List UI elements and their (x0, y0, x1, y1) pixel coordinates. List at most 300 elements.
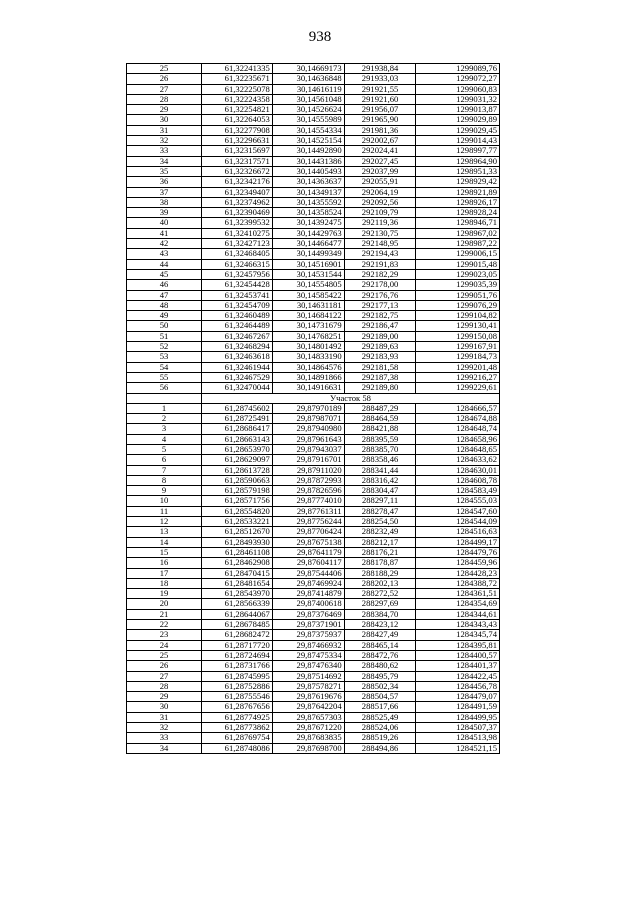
point-number-cell: 7 (127, 465, 202, 475)
y-coordinate-cell: 1284583,49 (416, 486, 500, 496)
latitude-cell: 61,28752886 (202, 681, 273, 691)
y-coordinate-cell: 1299229,61 (416, 383, 500, 393)
table-row (127, 125, 500, 135)
latitude-cell: 61,28481654 (202, 578, 273, 588)
y-coordinate-cell: 1284544,09 (416, 517, 500, 527)
point-number-cell: 33 (127, 146, 202, 156)
longitude-cell: 29,87774010 (272, 496, 344, 506)
y-coordinate-cell: 1299072,27 (416, 74, 500, 84)
point-number-cell: 30 (127, 702, 202, 712)
x-coordinate-cell: 292189,80 (344, 383, 416, 393)
y-coordinate-cell: 1284516,63 (416, 527, 500, 537)
x-coordinate-cell: 288316,42 (344, 475, 416, 485)
table-row (127, 269, 500, 279)
longitude-cell: 30,14355592 (272, 197, 344, 207)
point-number-cell: 29 (127, 692, 202, 702)
latitude-cell: 61,28663143 (202, 434, 273, 444)
point-number-cell: 56 (127, 383, 202, 393)
latitude-cell: 61,32457956 (202, 269, 273, 279)
table-row (127, 568, 500, 578)
y-coordinate-cell: 1284395,81 (416, 640, 500, 650)
table-row (127, 187, 500, 197)
longitude-cell: 29,87970189 (272, 403, 344, 413)
table-row (127, 578, 500, 588)
latitude-cell: 61,32454709 (202, 300, 273, 310)
point-number-cell: 5 (127, 444, 202, 454)
x-coordinate-cell: 292181,58 (344, 362, 416, 372)
latitude-cell: 61,32235671 (202, 74, 273, 84)
table-row (127, 712, 500, 722)
point-number-cell: 32 (127, 723, 202, 733)
longitude-cell: 29,87872993 (272, 475, 344, 485)
longitude-cell: 29,87642204 (272, 702, 344, 712)
y-coordinate-cell: 1284648,74 (416, 424, 500, 434)
point-number-cell: 35 (127, 166, 202, 176)
x-coordinate-cell: 292176,76 (344, 290, 416, 300)
point-number-cell: 27 (127, 84, 202, 94)
latitude-cell: 61,32317571 (202, 156, 273, 166)
latitude-cell: 61,28769754 (202, 733, 273, 743)
latitude-cell: 61,32342176 (202, 177, 273, 187)
y-coordinate-cell: 1284547,60 (416, 506, 500, 516)
x-coordinate-cell: 292194,43 (344, 249, 416, 259)
latitude-cell: 61,32296631 (202, 136, 273, 146)
x-coordinate-cell: 292182,75 (344, 311, 416, 321)
longitude-cell: 29,87604117 (272, 558, 344, 568)
longitude-cell: 30,14631181 (272, 300, 344, 310)
x-coordinate-cell: 288202,13 (344, 578, 416, 588)
point-number-cell: 2 (127, 414, 202, 424)
point-number-cell: 29 (127, 105, 202, 115)
longitude-cell: 29,87476340 (272, 661, 344, 671)
point-number-cell: 42 (127, 239, 202, 249)
y-coordinate-cell: 1284422,45 (416, 671, 500, 681)
table-row (127, 218, 500, 228)
table-row (127, 444, 500, 454)
x-coordinate-cell: 292189,00 (344, 331, 416, 341)
x-coordinate-cell: 291981,36 (344, 125, 416, 135)
y-coordinate-cell: 1284456,78 (416, 681, 500, 691)
y-coordinate-cell: 1299076,29 (416, 300, 500, 310)
x-coordinate-cell: 288341,44 (344, 465, 416, 475)
point-number-cell: 28 (127, 94, 202, 104)
longitude-cell: 30,14358524 (272, 208, 344, 218)
section-title-empty-cell (127, 393, 202, 403)
y-coordinate-cell: 1298921,89 (416, 187, 500, 197)
latitude-cell: 61,32225078 (202, 84, 273, 94)
longitude-cell: 29,87911020 (272, 465, 344, 475)
longitude-cell: 30,14516901 (272, 259, 344, 269)
table-row (127, 434, 500, 444)
table-row (127, 290, 500, 300)
longitude-cell: 30,14864576 (272, 362, 344, 372)
y-coordinate-cell: 1284521,15 (416, 743, 500, 753)
table-row (127, 352, 500, 362)
longitude-cell: 29,87671220 (272, 723, 344, 733)
point-number-cell: 30 (127, 115, 202, 125)
y-coordinate-cell: 1284499,17 (416, 537, 500, 547)
point-number-cell: 34 (127, 156, 202, 166)
point-number-cell: 37 (127, 187, 202, 197)
x-coordinate-cell: 288502,34 (344, 681, 416, 691)
table-row (127, 156, 500, 166)
x-coordinate-cell: 288480,62 (344, 661, 416, 671)
coordinates-table (126, 63, 500, 754)
point-number-cell: 38 (127, 197, 202, 207)
x-coordinate-cell: 288232,49 (344, 527, 416, 537)
latitude-cell: 61,28731766 (202, 661, 273, 671)
x-coordinate-cell: 288178,87 (344, 558, 416, 568)
x-coordinate-cell: 291933,03 (344, 74, 416, 84)
y-coordinate-cell: 1284499,95 (416, 712, 500, 722)
x-coordinate-cell: 292109,79 (344, 208, 416, 218)
latitude-cell: 61,28767656 (202, 702, 273, 712)
y-coordinate-cell: 1298997,77 (416, 146, 500, 156)
y-coordinate-cell: 1299130,41 (416, 321, 500, 331)
table-row (127, 424, 500, 434)
longitude-cell: 30,14561048 (272, 94, 344, 104)
latitude-cell: 61,32254821 (202, 105, 273, 115)
point-number-cell: 11 (127, 506, 202, 516)
longitude-cell: 29,87916701 (272, 455, 344, 465)
point-number-cell: 36 (127, 177, 202, 187)
table-row (127, 506, 500, 516)
y-coordinate-cell: 1299167,91 (416, 342, 500, 352)
x-coordinate-cell: 288504,57 (344, 692, 416, 702)
x-coordinate-cell: 292183,93 (344, 352, 416, 362)
x-coordinate-cell: 291921,55 (344, 84, 416, 94)
point-number-cell: 43 (127, 249, 202, 259)
point-number-cell: 21 (127, 609, 202, 619)
x-coordinate-cell: 292002,67 (344, 136, 416, 146)
section-title: Участок 58 (202, 393, 500, 403)
point-number-cell: 31 (127, 125, 202, 135)
y-coordinate-cell: 1298964,90 (416, 156, 500, 166)
latitude-cell: 61,28533221 (202, 517, 273, 527)
point-number-cell: 51 (127, 331, 202, 341)
x-coordinate-cell: 292189,63 (344, 342, 416, 352)
table-row (127, 115, 500, 125)
table-row (127, 517, 500, 527)
table-row (127, 558, 500, 568)
table-row (127, 496, 500, 506)
table-row (127, 661, 500, 671)
latitude-cell: 61,32374962 (202, 197, 273, 207)
x-coordinate-cell: 288395,59 (344, 434, 416, 444)
longitude-cell: 29,87683835 (272, 733, 344, 743)
point-number-cell: 22 (127, 620, 202, 630)
x-coordinate-cell: 288212,17 (344, 537, 416, 547)
latitude-cell: 61,28571756 (202, 496, 273, 506)
longitude-cell: 30,14768251 (272, 331, 344, 341)
longitude-cell: 30,14731679 (272, 321, 344, 331)
table-row (127, 465, 500, 475)
point-number-cell: 6 (127, 455, 202, 465)
y-coordinate-cell: 1284513,98 (416, 733, 500, 743)
x-coordinate-cell: 288188,29 (344, 568, 416, 578)
latitude-cell: 61,28724694 (202, 650, 273, 660)
point-number-cell: 32 (127, 136, 202, 146)
latitude-cell: 61,32461944 (202, 362, 273, 372)
latitude-cell: 61,28543970 (202, 589, 273, 599)
table-section-part1 (127, 64, 500, 394)
x-coordinate-cell: 292177,13 (344, 300, 416, 310)
longitude-cell: 29,87987071 (272, 414, 344, 424)
x-coordinate-cell: 292064,19 (344, 187, 416, 197)
longitude-cell: 29,87675138 (272, 537, 344, 547)
latitude-cell: 61,32410275 (202, 228, 273, 238)
point-number-cell: 4 (127, 434, 202, 444)
point-number-cell: 47 (127, 290, 202, 300)
x-coordinate-cell: 291956,07 (344, 105, 416, 115)
point-number-cell: 46 (127, 280, 202, 290)
point-number-cell: 24 (127, 640, 202, 650)
table-row (127, 136, 500, 146)
point-number-cell: 26 (127, 74, 202, 84)
latitude-cell: 61,32453741 (202, 290, 273, 300)
y-coordinate-cell: 1299201,48 (416, 362, 500, 372)
longitude-cell: 29,87375937 (272, 630, 344, 640)
table-row (127, 74, 500, 84)
table-row (127, 609, 500, 619)
y-coordinate-cell: 1299150,08 (416, 331, 500, 341)
table-row (127, 197, 500, 207)
x-coordinate-cell: 292130,75 (344, 228, 416, 238)
table-row (127, 743, 500, 753)
y-coordinate-cell: 1284674,88 (416, 414, 500, 424)
y-coordinate-cell: 1298987,22 (416, 239, 500, 249)
longitude-cell: 29,87578271 (272, 681, 344, 691)
y-coordinate-cell: 1299006,15 (416, 249, 500, 259)
table-row (127, 681, 500, 691)
longitude-cell: 29,87376469 (272, 609, 344, 619)
table-row (127, 589, 500, 599)
point-number-cell: 14 (127, 537, 202, 547)
x-coordinate-cell: 288278,47 (344, 506, 416, 516)
latitude-cell: 61,32460489 (202, 311, 273, 321)
point-number-cell: 15 (127, 547, 202, 557)
x-coordinate-cell: 288525,49 (344, 712, 416, 722)
point-number-cell: 53 (127, 352, 202, 362)
y-coordinate-cell: 1299029,89 (416, 115, 500, 125)
point-number-cell: 33 (127, 733, 202, 743)
latitude-cell: 61,28461108 (202, 547, 273, 557)
longitude-cell: 29,87466932 (272, 640, 344, 650)
longitude-cell: 29,87657303 (272, 712, 344, 722)
latitude-cell: 61,32467267 (202, 331, 273, 341)
longitude-cell: 30,14431386 (272, 156, 344, 166)
table-row (127, 342, 500, 352)
table-row (127, 94, 500, 104)
table-row (127, 321, 500, 331)
y-coordinate-cell: 1284345,74 (416, 630, 500, 640)
x-coordinate-cell: 288472,76 (344, 650, 416, 660)
latitude-cell: 61,32454428 (202, 280, 273, 290)
latitude-cell: 61,32463618 (202, 352, 273, 362)
longitude-cell: 30,14392475 (272, 218, 344, 228)
longitude-cell: 30,14555989 (272, 115, 344, 125)
table-row (127, 64, 500, 74)
page-number: 938 (308, 29, 332, 45)
y-coordinate-cell: 1299216,27 (416, 372, 500, 382)
longitude-cell: 30,14616119 (272, 84, 344, 94)
longitude-cell: 30,14525154 (272, 136, 344, 146)
point-number-cell: 54 (127, 362, 202, 372)
table-row (127, 733, 500, 743)
x-coordinate-cell: 288494,86 (344, 743, 416, 753)
point-number-cell: 10 (127, 496, 202, 506)
x-coordinate-cell: 292191,83 (344, 259, 416, 269)
table-row (127, 537, 500, 547)
y-coordinate-cell: 1284630,01 (416, 465, 500, 475)
longitude-cell: 29,87756244 (272, 517, 344, 527)
x-coordinate-cell: 288465,14 (344, 640, 416, 650)
x-coordinate-cell: 288304,47 (344, 486, 416, 496)
latitude-cell: 61,28470415 (202, 568, 273, 578)
x-coordinate-cell: 292182,29 (344, 269, 416, 279)
latitude-cell: 61,28745602 (202, 403, 273, 413)
y-coordinate-cell: 1299031,32 (416, 94, 500, 104)
longitude-cell: 29,87706424 (272, 527, 344, 537)
y-coordinate-cell: 1284666,57 (416, 403, 500, 413)
table-row (127, 311, 500, 321)
latitude-cell: 61,28644067 (202, 609, 273, 619)
latitude-cell: 61,32427123 (202, 239, 273, 249)
point-number-cell: 3 (127, 424, 202, 434)
longitude-cell: 29,87641179 (272, 547, 344, 557)
y-coordinate-cell: 1284401,37 (416, 661, 500, 671)
longitude-cell: 29,87961643 (272, 434, 344, 444)
y-coordinate-cell: 1299035,39 (416, 280, 500, 290)
x-coordinate-cell: 288423,12 (344, 620, 416, 630)
point-number-cell: 20 (127, 599, 202, 609)
longitude-cell: 30,14349137 (272, 187, 344, 197)
point-number-cell: 8 (127, 475, 202, 485)
table-row (127, 486, 500, 496)
table-row (127, 630, 500, 640)
y-coordinate-cell: 1284491,59 (416, 702, 500, 712)
point-number-cell: 26 (127, 661, 202, 671)
latitude-cell: 61,32224358 (202, 94, 273, 104)
latitude-cell: 61,32277908 (202, 125, 273, 135)
point-number-cell: 55 (127, 372, 202, 382)
latitude-cell: 61,28653970 (202, 444, 273, 454)
y-coordinate-cell: 1299104,82 (416, 311, 500, 321)
x-coordinate-cell: 292186,47 (344, 321, 416, 331)
y-coordinate-cell: 1284388,72 (416, 578, 500, 588)
latitude-cell: 61,28686417 (202, 424, 273, 434)
point-number-cell: 13 (127, 527, 202, 537)
y-coordinate-cell: 1298928,24 (416, 208, 500, 218)
x-coordinate-cell: 291965,90 (344, 115, 416, 125)
y-coordinate-cell: 1284400,57 (416, 650, 500, 660)
table-row (127, 692, 500, 702)
table-row (127, 249, 500, 259)
x-coordinate-cell: 288176,21 (344, 547, 416, 557)
table-row (127, 146, 500, 156)
latitude-cell: 61,32315697 (202, 146, 273, 156)
latitude-cell: 61,28725491 (202, 414, 273, 424)
longitude-cell: 29,87940980 (272, 424, 344, 434)
x-coordinate-cell: 292148,95 (344, 239, 416, 249)
longitude-cell: 30,14363637 (272, 177, 344, 187)
longitude-cell: 30,14554805 (272, 280, 344, 290)
table-row (127, 177, 500, 187)
latitude-cell: 61,28579198 (202, 486, 273, 496)
table-row (127, 702, 500, 712)
x-coordinate-cell: 292037,99 (344, 166, 416, 176)
latitude-cell: 61,32470044 (202, 383, 273, 393)
latitude-cell: 61,28755546 (202, 692, 273, 702)
table-row (127, 228, 500, 238)
latitude-cell: 61,28745995 (202, 671, 273, 681)
point-number-cell: 34 (127, 743, 202, 753)
longitude-cell: 30,14585422 (272, 290, 344, 300)
latitude-cell: 61,28554820 (202, 506, 273, 516)
latitude-cell: 61,32349407 (202, 187, 273, 197)
longitude-cell: 30,14801492 (272, 342, 344, 352)
latitude-cell: 61,32464489 (202, 321, 273, 331)
x-coordinate-cell: 288272,52 (344, 589, 416, 599)
table-row (127, 372, 500, 382)
y-coordinate-cell: 1284361,51 (416, 589, 500, 599)
longitude-cell: 30,14833190 (272, 352, 344, 362)
y-coordinate-cell: 1284633,62 (416, 455, 500, 465)
x-coordinate-cell: 288517,66 (344, 702, 416, 712)
point-number-cell: 44 (127, 259, 202, 269)
y-coordinate-cell: 1284343,43 (416, 620, 500, 630)
latitude-cell: 61,28566339 (202, 599, 273, 609)
latitude-cell: 61,28774925 (202, 712, 273, 722)
point-number-cell: 39 (127, 208, 202, 218)
longitude-cell: 29,87761311 (272, 506, 344, 516)
point-number-cell: 25 (127, 650, 202, 660)
x-coordinate-cell: 288427,49 (344, 630, 416, 640)
y-coordinate-cell: 1299089,76 (416, 64, 500, 74)
y-coordinate-cell: 1284344,61 (416, 609, 500, 619)
table-row (127, 527, 500, 537)
y-coordinate-cell: 1284479,07 (416, 692, 500, 702)
point-number-cell: 52 (127, 342, 202, 352)
longitude-cell: 29,87514692 (272, 671, 344, 681)
point-number-cell: 28 (127, 681, 202, 691)
latitude-cell: 61,32241335 (202, 64, 273, 74)
point-number-cell: 49 (127, 311, 202, 321)
longitude-cell: 30,14636848 (272, 74, 344, 84)
longitude-cell: 30,14669173 (272, 64, 344, 74)
point-number-cell: 18 (127, 578, 202, 588)
point-number-cell: 25 (127, 64, 202, 74)
latitude-cell: 61,32264053 (202, 115, 273, 125)
y-coordinate-cell: 1299013,87 (416, 105, 500, 115)
table-row (127, 300, 500, 310)
latitude-cell: 61,28493930 (202, 537, 273, 547)
latitude-cell: 61,28773862 (202, 723, 273, 733)
table-row (127, 650, 500, 660)
table-row (127, 259, 500, 269)
table-row (127, 239, 500, 249)
x-coordinate-cell: 288297,69 (344, 599, 416, 609)
table-row (127, 671, 500, 681)
longitude-cell: 30,14466477 (272, 239, 344, 249)
table-row (127, 475, 500, 485)
longitude-cell: 29,87698700 (272, 743, 344, 753)
longitude-cell: 29,87826596 (272, 486, 344, 496)
x-coordinate-cell: 291921,60 (344, 94, 416, 104)
y-coordinate-cell: 1284507,37 (416, 723, 500, 733)
latitude-cell: 61,28717720 (202, 640, 273, 650)
table-section-header (127, 393, 500, 403)
